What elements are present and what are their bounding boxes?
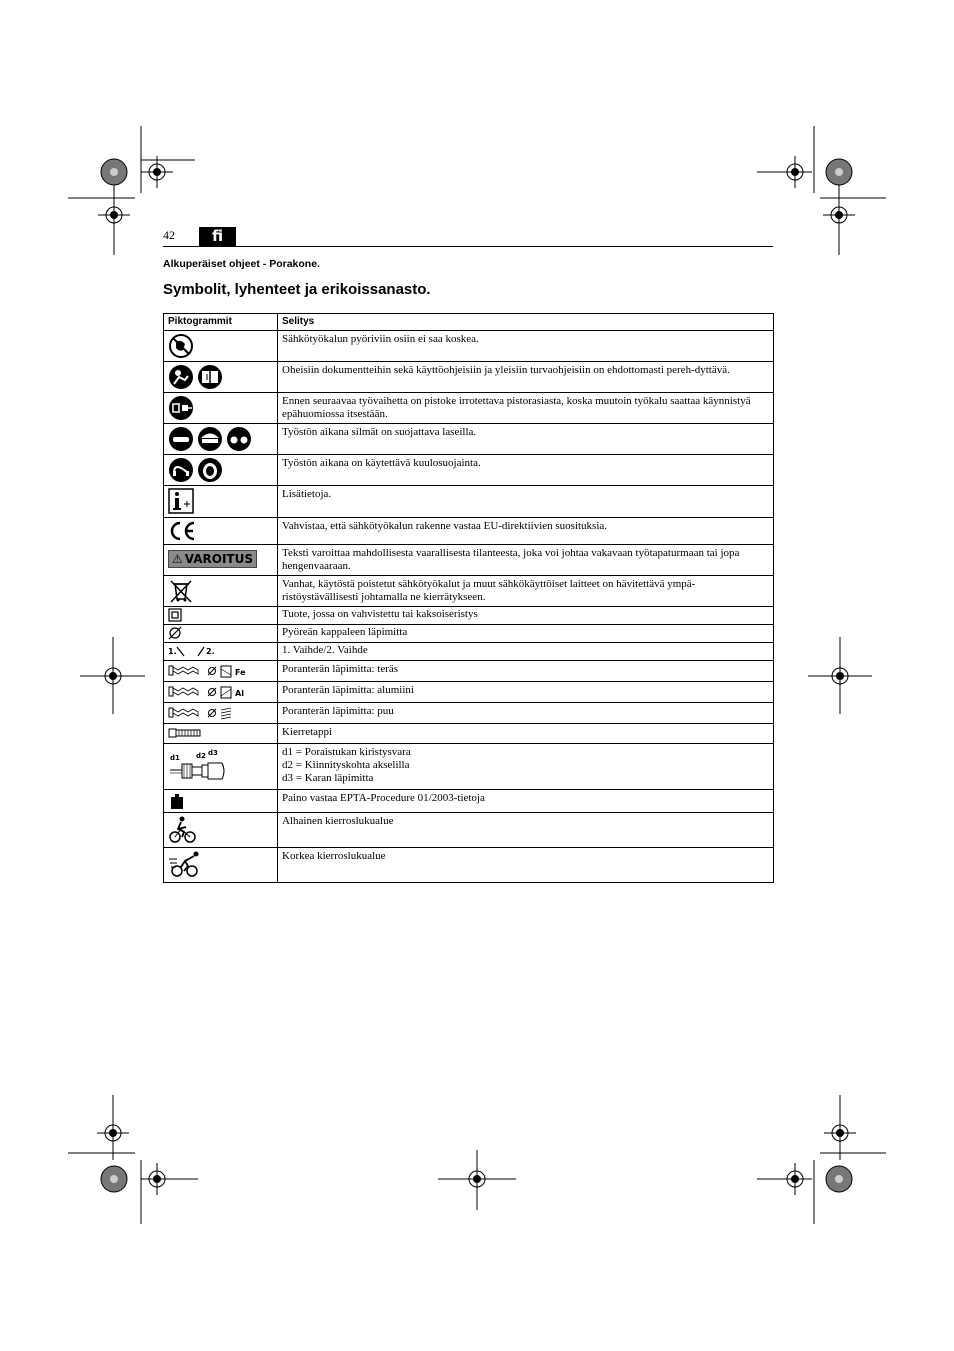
document-subtitle: Alkuperäiset ohjeet - Porakone. — [163, 258, 320, 270]
info-icon — [168, 488, 194, 514]
row-text-2: d2 = Kiinnityskohta akselilla — [282, 759, 410, 771]
bicycle-fast-icon — [168, 850, 202, 880]
double-insulation-icon — [168, 608, 182, 622]
row-text: Teksti varoittaa mahdollisesta vaarallisesta tilanteesta, joka voi johtaa vakavaan työtapaturmaan tai jopa hengenvaaraan. — [278, 545, 774, 576]
table-row — [164, 848, 774, 883]
drill-aluminium-icon — [168, 683, 252, 700]
table-row — [164, 518, 774, 545]
row-text: 1. Vaihde/2. Vaihde — [278, 643, 774, 661]
warning-label-text: VAROITUS — [184, 552, 254, 566]
drill-steel-icon — [168, 662, 252, 679]
table-row — [164, 790, 774, 813]
row-text: Työstön aikana silmät on suojattava laseilla. — [278, 424, 774, 455]
table-row — [164, 455, 774, 486]
gear-1-label: 1. — [168, 647, 177, 656]
page-number: 42 — [163, 228, 175, 242]
warning-label-icon — [168, 550, 257, 568]
row-text: Poranterän läpimitta: puu — [278, 703, 774, 724]
unplug-icon — [168, 395, 194, 421]
row-text: Vahvistaa, että sähkötyökalun rakenne vastaa EU-direktiivien suosituksia. — [278, 518, 774, 545]
d3-label: d3 — [208, 749, 218, 757]
warning-triangle-icon: ⚠ — [172, 552, 183, 566]
row-text: Korkea kierroslukualue — [278, 848, 774, 883]
ear-protection-icon — [168, 457, 224, 483]
d2-label: d2 — [196, 752, 206, 760]
read-manual-icon — [168, 364, 224, 390]
row-text: Paino vastaa EPTA-Procedure 01/2003-tietoja — [278, 790, 774, 813]
drill-wood-icon — [168, 704, 252, 721]
table-row — [164, 813, 774, 848]
steel-label: Fe — [235, 668, 246, 677]
table-row — [164, 724, 774, 744]
row-text: Lisätietoja. — [278, 486, 774, 518]
row-text: Vanhat, käytöstä poistetut sähkötyökalut ja muut sähkökäyttöiset laitteet on hävitettävä ympä-ristöystävällisesti johtamalla ne kierrätykseen. — [278, 576, 774, 607]
row-text: Kierretappi — [278, 724, 774, 744]
section-title: Symbolit, lyhenteet ja erikoissanasto. — [163, 281, 431, 298]
header-rule — [163, 246, 773, 247]
row-text: Tuote, jossa on vahvistettu tai kaksoiseristys — [278, 607, 774, 625]
table-row — [164, 424, 774, 455]
column-header-explanation: Selitys — [278, 314, 774, 331]
table-row — [164, 331, 774, 362]
ce-mark-icon — [168, 520, 198, 542]
row-text: Oheisiin dokumentteihin sekä käyttöohjeisiin ja yleisiin turvaohjeisiin on ehdottomasti pereh-dyttävä. — [278, 362, 774, 393]
row-text: Pyöreän kappaleen läpimitta — [278, 625, 774, 643]
language-badge: fi — [199, 227, 236, 246]
tap-icon — [168, 725, 202, 741]
table-row — [164, 625, 774, 643]
table-row — [164, 643, 774, 661]
table-row — [164, 362, 774, 393]
aluminium-label: Al — [235, 689, 244, 698]
row-text: Alhainen kierroslukualue — [278, 813, 774, 848]
table-row — [164, 486, 774, 518]
row-text: d1 = Poraistukan kiristysvara — [282, 746, 411, 758]
gear-2-label: 2. — [206, 647, 215, 656]
chuck-dimensions-icon — [168, 746, 232, 786]
row-text: Sähkötyökalun pyöriviin osiin ei saa koskea. — [278, 331, 774, 362]
table-row — [164, 607, 774, 625]
table-row — [164, 393, 774, 424]
row-text: Ennen seuraavaa työvaihetta on pistoke irrotettava pistorasiasta, koska muutoin työkalu saattaa käynnistyä epähuomiossa itsestään. — [278, 393, 774, 424]
column-header-pictograms: Piktogrammit — [164, 314, 278, 331]
row-text: Työstön aikana on käytettävä kuulosuojainta. — [278, 455, 774, 486]
weee-bin-icon — [168, 578, 194, 604]
d1-label: d1 — [170, 754, 180, 762]
table-row — [164, 703, 774, 724]
row-text-3: d3 = Karan läpimitta — [282, 772, 374, 784]
eye-protection-icon — [168, 426, 252, 452]
table-header-row — [164, 314, 774, 331]
diameter-icon — [168, 626, 182, 640]
table-row — [164, 661, 774, 682]
row-text: Poranterän läpimitta: teräs — [278, 661, 774, 682]
table-row — [164, 744, 774, 790]
no-touch-rotating-icon — [168, 333, 194, 359]
gear-1-2-icon — [168, 644, 218, 658]
symbols-table — [163, 313, 774, 883]
row-text: Poranterän läpimitta: alumiini — [278, 682, 774, 703]
table-row — [164, 682, 774, 703]
table-row — [164, 576, 774, 607]
weight-icon — [168, 792, 186, 810]
bicycle-slow-icon — [168, 815, 198, 845]
table-row — [164, 545, 774, 576]
